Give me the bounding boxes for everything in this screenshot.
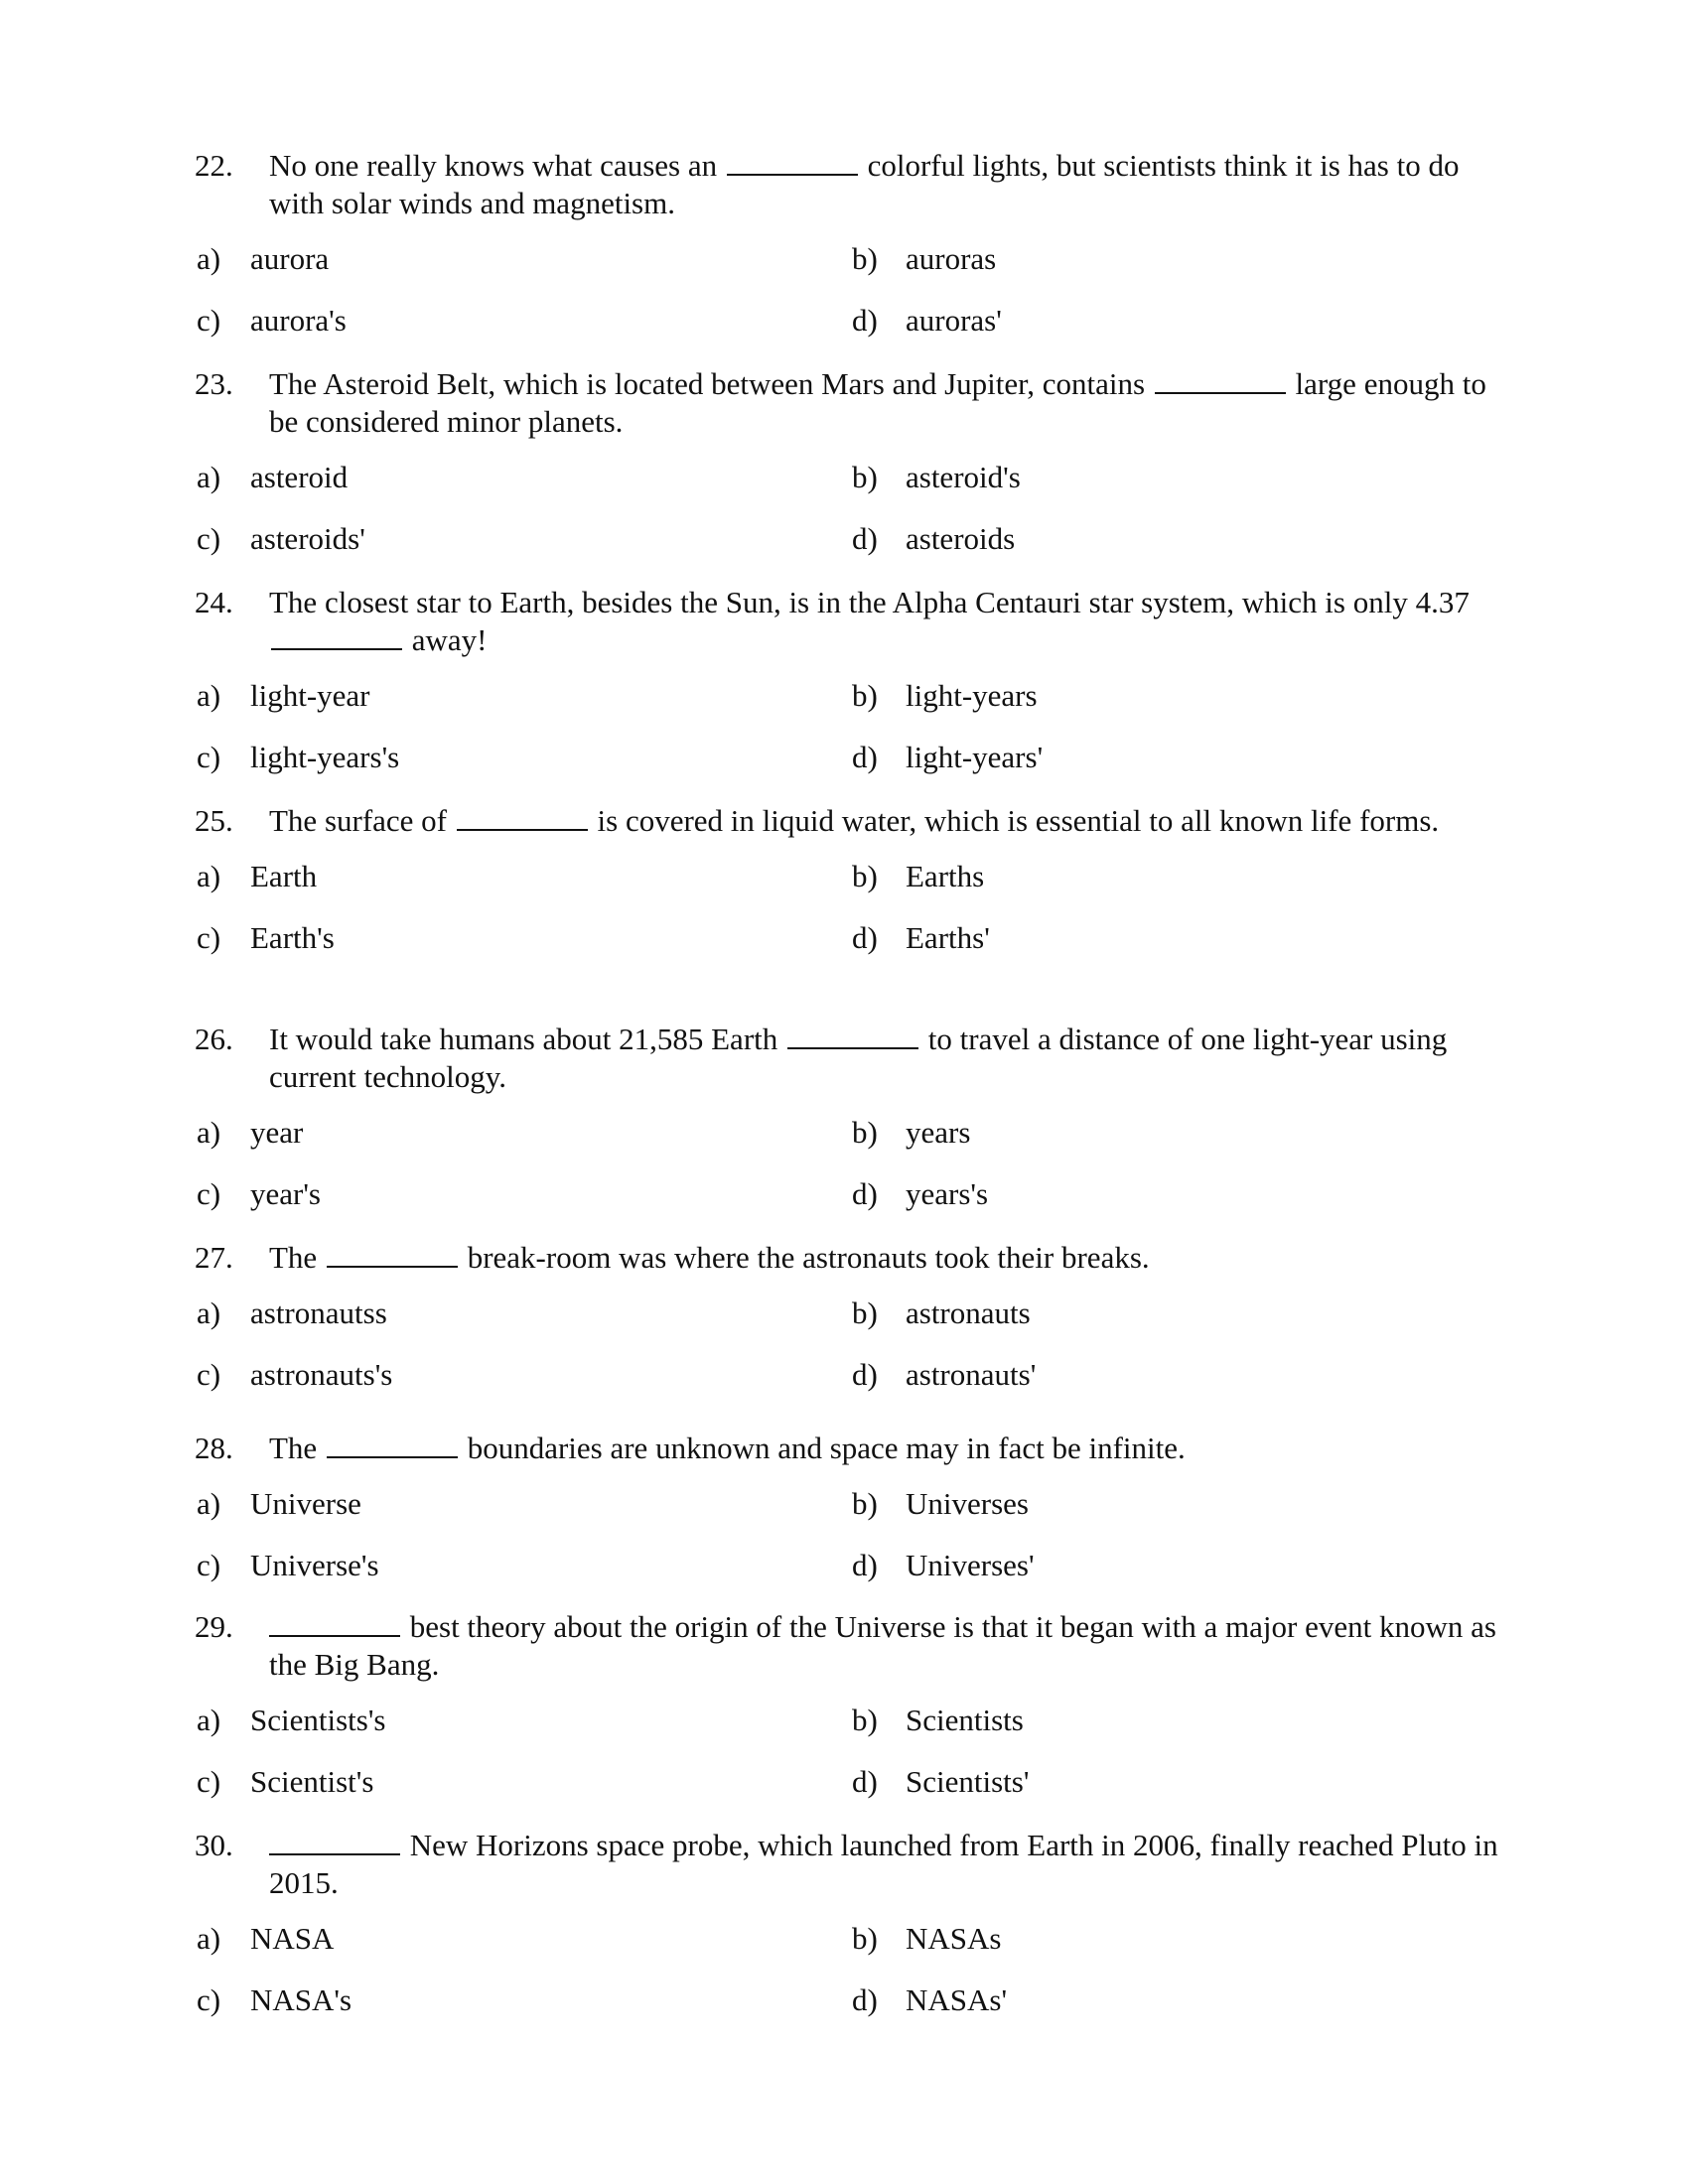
option-a[interactable]: [197, 459, 348, 496]
option-d[interactable]: [852, 302, 1002, 340]
question-24: [195, 584, 1505, 800]
question-text-after: colorful lights, but scientists think it is has to do with solar winds and magnetism.: [269, 148, 1460, 220]
option-d[interactable]: [852, 1175, 988, 1213]
option-text: Universes: [906, 1486, 1029, 1521]
question-number: 28.: [195, 1431, 233, 1465]
question-text-before: No one really knows what causes an: [269, 148, 718, 183]
option-letter: a): [197, 1296, 221, 1330]
question-text-before: The closest star to Earth, besides the Sun, is in the Alpha Centauri star system, which is only 4.37: [269, 585, 1470, 619]
answer-blank: [327, 1240, 458, 1268]
option-letter: b): [852, 460, 878, 494]
option-text: NASAs: [906, 1921, 1002, 1956]
question-text-after: large enough to be considered minor planets.: [269, 366, 1486, 439]
option-text: astronauts's: [250, 1357, 393, 1392]
question-stem: [195, 1239, 1505, 1277]
question-27: [195, 1239, 1505, 1418]
option-letter: b): [852, 859, 878, 893]
option-text: auroras: [906, 241, 997, 276]
question-25: [195, 802, 1505, 981]
question-28: [195, 1430, 1505, 1608]
answer-blank: [269, 1609, 400, 1637]
option-text: year: [250, 1115, 304, 1150]
answer-blank: [457, 803, 588, 831]
question-text-before: The: [269, 1240, 318, 1275]
option-b[interactable]: [852, 677, 1038, 715]
option-letter: b): [852, 678, 878, 713]
option-text: light-year: [250, 678, 370, 713]
question-number: 26.: [195, 1022, 233, 1056]
option-d[interactable]: [852, 520, 1015, 558]
option-b[interactable]: [852, 240, 996, 278]
option-letter: a): [197, 241, 221, 276]
option-letter: a): [197, 1115, 221, 1150]
question-text-after: away!: [411, 622, 488, 657]
option-letter: d): [852, 920, 878, 955]
option-c[interactable]: [197, 1175, 321, 1213]
answer-blank: [327, 1431, 458, 1458]
option-b[interactable]: [852, 459, 1021, 496]
option-c[interactable]: [197, 302, 347, 340]
option-text: Earths: [906, 859, 985, 893]
option-d[interactable]: [852, 919, 990, 957]
question-22: [195, 147, 1505, 363]
question-text-before: The: [269, 1431, 318, 1465]
option-text: light-years's: [250, 740, 400, 774]
question-text-before: The surface of: [269, 803, 448, 838]
option-text: NASA's: [250, 1982, 352, 2017]
option-letter: d): [852, 1982, 878, 2017]
answer-blank: [1155, 366, 1286, 394]
option-text: aurora: [250, 241, 330, 276]
option-letter: d): [852, 1548, 878, 1582]
option-text: aurora's: [250, 303, 347, 338]
answer-options: [195, 1702, 1505, 1825]
option-letter: c): [197, 1982, 221, 2017]
question-stem: [195, 802, 1505, 840]
question-number: 27.: [195, 1240, 233, 1275]
option-a[interactable]: [197, 1920, 334, 1958]
option-text: Earths': [906, 920, 990, 955]
option-text: year's: [250, 1176, 321, 1211]
option-letter: c): [197, 1548, 221, 1582]
option-text: astronauts: [906, 1296, 1031, 1330]
option-letter: a): [197, 859, 221, 893]
option-b[interactable]: [852, 858, 984, 895]
option-letter: b): [852, 1921, 878, 1956]
option-letter: a): [197, 460, 221, 494]
question-number: 29.: [195, 1609, 233, 1644]
option-d[interactable]: [852, 1356, 1036, 1394]
answer-blank: [271, 622, 402, 650]
option-letter: d): [852, 521, 878, 556]
question-stem: [195, 1827, 1505, 1902]
option-text: light-years: [906, 678, 1038, 713]
option-a[interactable]: [197, 1295, 387, 1332]
option-letter: c): [197, 740, 221, 774]
option-letter: d): [852, 1357, 878, 1392]
option-letter: b): [852, 1486, 878, 1521]
option-letter: a): [197, 678, 221, 713]
option-letter: d): [852, 1764, 878, 1799]
question-stem: [195, 1021, 1505, 1096]
answer-options: [195, 858, 1505, 981]
option-d[interactable]: [852, 1547, 1035, 1584]
option-d[interactable]: [852, 1981, 1007, 2019]
question-number: 23.: [195, 366, 233, 401]
option-letter: b): [852, 1703, 878, 1737]
question-23: [195, 365, 1505, 582]
option-text: Scientists: [906, 1703, 1024, 1737]
option-letter: c): [197, 1764, 221, 1799]
option-letter: d): [852, 1176, 878, 1211]
option-a[interactable]: [197, 1114, 303, 1152]
answer-options: [195, 240, 1505, 363]
option-text: NASAs': [906, 1982, 1008, 2017]
option-text: Scientist's: [250, 1764, 374, 1799]
question-26: [195, 1021, 1505, 1237]
answer-options: [195, 1485, 1505, 1608]
question-number: 25.: [195, 803, 233, 838]
option-letter: b): [852, 241, 878, 276]
answer-blank: [727, 148, 858, 176]
option-c[interactable]: [197, 1356, 392, 1394]
option-letter: b): [852, 1115, 878, 1150]
answer-options: [195, 677, 1505, 800]
option-c[interactable]: [197, 520, 365, 558]
option-letter: d): [852, 740, 878, 774]
option-c[interactable]: [197, 919, 335, 957]
question-text-after: is covered in liquid water, which is essential to all known life forms.: [597, 803, 1440, 838]
option-letter: b): [852, 1296, 878, 1330]
question-29: [195, 1608, 1505, 1825]
option-text: years's: [906, 1176, 989, 1211]
option-a[interactable]: [197, 1485, 361, 1523]
option-letter: c): [197, 920, 221, 955]
option-letter: c): [197, 1176, 221, 1211]
option-b[interactable]: [852, 1295, 1031, 1332]
option-text: astronauts': [906, 1357, 1037, 1392]
option-text: years: [906, 1115, 971, 1150]
option-letter: c): [197, 1357, 221, 1392]
question-text-after: to travel a distance of one light-year using current technology.: [269, 1022, 1448, 1094]
answer-options: [195, 459, 1505, 582]
question-stem: [195, 365, 1505, 441]
option-a[interactable]: [197, 1702, 386, 1739]
answer-options: [195, 1920, 1505, 2043]
question-text-before: The Asteroid Belt, which is located between Mars and Jupiter, contains: [269, 366, 1146, 401]
answer-blank: [787, 1022, 918, 1049]
option-text: Universe: [250, 1486, 361, 1521]
answer-options: [195, 1295, 1505, 1418]
option-letter: c): [197, 521, 221, 556]
option-b[interactable]: [852, 1702, 1024, 1739]
answer-options: [195, 1114, 1505, 1237]
question-number: 22.: [195, 148, 233, 183]
option-b[interactable]: [852, 1920, 1001, 1958]
question-stem: [195, 584, 1505, 659]
question-text-after: break-room was where the astronauts took their breaks.: [467, 1240, 1150, 1275]
option-text: Earth's: [250, 920, 335, 955]
option-text: asteroids': [250, 521, 365, 556]
option-a[interactable]: [197, 858, 317, 895]
question-30: [195, 1827, 1505, 2043]
option-c[interactable]: [197, 1547, 379, 1584]
option-a[interactable]: [197, 677, 370, 715]
option-text: auroras': [906, 303, 1002, 338]
question-number: 30.: [195, 1828, 233, 1862]
question-number: 24.: [195, 585, 233, 619]
option-letter: c): [197, 303, 221, 338]
option-letter: d): [852, 303, 878, 338]
option-letter: a): [197, 1921, 221, 1956]
question-text-after: best theory about the origin of the Universe is that it began with a major event known as the Big Bang.: [269, 1609, 1496, 1682]
option-b[interactable]: [852, 1485, 1029, 1523]
question-stem: [195, 147, 1505, 222]
option-letter: a): [197, 1486, 221, 1521]
option-text: asteroid's: [906, 460, 1021, 494]
option-text: Universes': [906, 1548, 1035, 1582]
option-text: Earth: [250, 859, 318, 893]
question-stem: [195, 1608, 1505, 1684]
answer-blank: [269, 1828, 400, 1855]
option-a[interactable]: [197, 240, 329, 278]
option-text: asteroids: [906, 521, 1016, 556]
option-text: NASA: [250, 1921, 335, 1956]
option-text: Scientists': [906, 1764, 1030, 1799]
option-b[interactable]: [852, 1114, 970, 1152]
option-c[interactable]: [197, 739, 399, 776]
question-stem: [195, 1430, 1505, 1467]
option-text: Scientists's: [250, 1703, 386, 1737]
option-d[interactable]: [852, 739, 1043, 776]
option-d[interactable]: [852, 1763, 1029, 1801]
option-c[interactable]: [197, 1763, 373, 1801]
option-text: astronautss: [250, 1296, 387, 1330]
question-text-after: boundaries are unknown and space may in fact be infinite.: [467, 1431, 1186, 1465]
option-text: Universe's: [250, 1548, 379, 1582]
option-letter: a): [197, 1703, 221, 1737]
option-text: asteroid: [250, 460, 349, 494]
question-text-after: New Horizons space probe, which launched from Earth in 2006, finally reached Pluto in 2015.: [269, 1828, 1498, 1900]
option-c[interactable]: [197, 1981, 352, 2019]
question-text-before: It would take humans about 21,585 Earth: [269, 1022, 778, 1056]
option-text: light-years': [906, 740, 1044, 774]
